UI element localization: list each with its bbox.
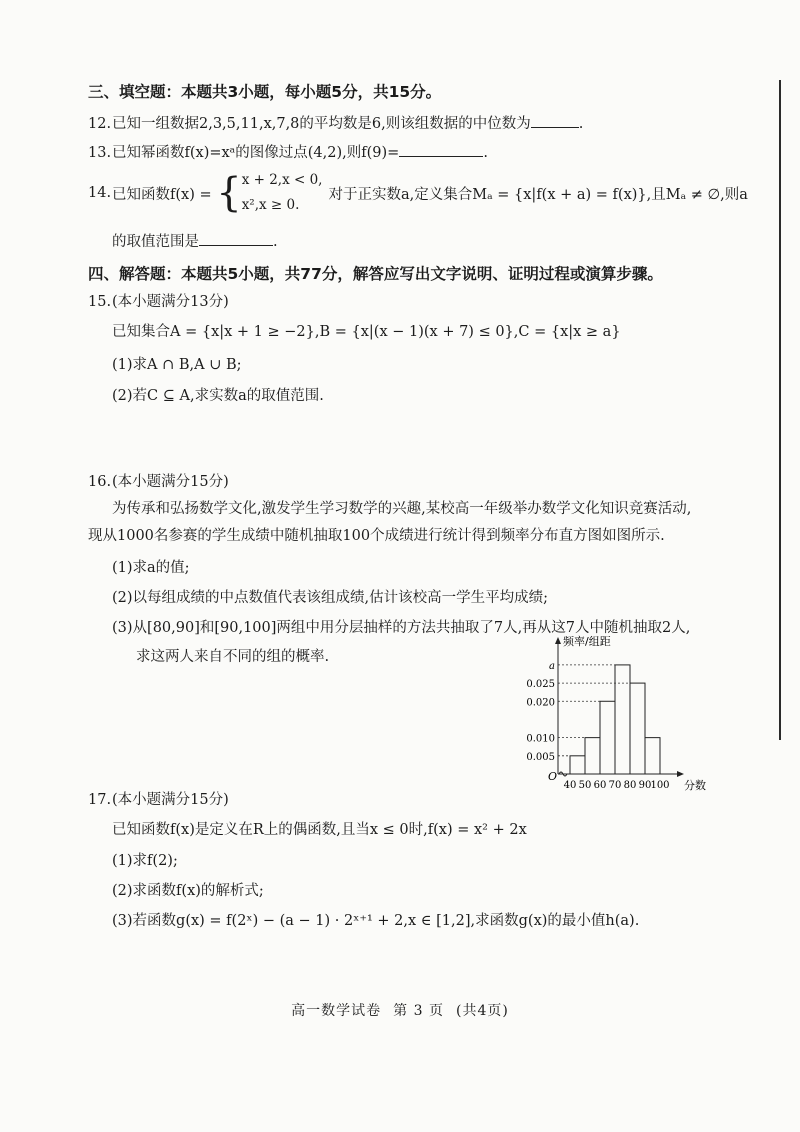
histogram-bar bbox=[645, 738, 660, 774]
question-16-part-2: (2)以每组成绩的中点数值代表该组成绩,估计该校高一学生平均成绩; bbox=[112, 590, 549, 606]
x-tick-label: 50 bbox=[578, 780, 592, 791]
period: . bbox=[273, 234, 278, 250]
footer-total: (共4页) bbox=[455, 1003, 509, 1019]
question-text: 已知一组数据2,3,5,11,x,7,8的平均数是6,则该组数据的中位数为 bbox=[112, 116, 531, 132]
histogram-bar bbox=[600, 701, 615, 774]
x-axis-arrow bbox=[677, 771, 684, 777]
x-tick-label: 80 bbox=[623, 780, 637, 791]
y-tick-label: 0.020 bbox=[526, 697, 555, 709]
function-def: 已知函数f(x) = bbox=[112, 186, 212, 203]
question-16-header bbox=[88, 470, 229, 491]
question-13 bbox=[88, 141, 488, 162]
question-points: (本小题满分15分) bbox=[112, 792, 229, 808]
period: . bbox=[483, 145, 488, 161]
question-number: 14. bbox=[88, 185, 112, 201]
question-17-header bbox=[88, 788, 229, 809]
histogram-bar bbox=[615, 665, 630, 774]
footer-subject: 高一数学试卷 bbox=[291, 1003, 382, 1019]
case-1: x + 2,x < 0, bbox=[241, 172, 323, 188]
origin-label: O bbox=[548, 770, 558, 783]
period: . bbox=[578, 116, 584, 132]
question-15-part-2: (2)若C ⊆ A,求实数a的取值范围. bbox=[112, 388, 324, 404]
x-tick-label: 90 bbox=[638, 780, 652, 791]
case-2: x²,x ≥ 0. bbox=[241, 197, 300, 213]
x-tick-label: 60 bbox=[593, 780, 607, 791]
question-12 bbox=[88, 112, 583, 133]
answer-blank[interactable] bbox=[199, 231, 273, 246]
footer-page: 第 3 页 bbox=[393, 1003, 444, 1019]
x-axis-label: 分数 bbox=[684, 779, 706, 792]
question-14-continued bbox=[112, 230, 278, 251]
question-17-part-3: (3)若函数g(x) = f(2ˣ) − (a − 1) · 2ˣ⁺¹ + 2,x ∈ [1,2],求函数g(x)的最小值h(a). bbox=[112, 913, 640, 929]
histogram-svg bbox=[520, 632, 720, 797]
question-15-header bbox=[88, 290, 229, 311]
page-edge-line bbox=[779, 80, 781, 740]
answer-blank[interactable] bbox=[399, 142, 483, 157]
histogram-bar bbox=[570, 756, 585, 774]
question-15-part-1: (1)求A ∩ B,A ∪ B; bbox=[112, 357, 242, 373]
x-tick-label: 100 bbox=[650, 780, 670, 791]
y-tick-label: 0.010 bbox=[526, 733, 555, 745]
piecewise-cases bbox=[242, 168, 323, 218]
question-number: 12. bbox=[88, 116, 112, 132]
question-16-part-3-cont: 求这两人来自不同的组的概率. bbox=[136, 649, 330, 665]
question-text: 的取值范围是 bbox=[112, 234, 199, 250]
question-15-stem: 已知集合A = {x|x + 1 ≥ −2},B = {x|(x − 1)(x + 7) ≤ 0},C = {x|x ≥ a} bbox=[112, 324, 621, 340]
question-points: (本小题满分13分) bbox=[112, 294, 229, 310]
x-tick-label: 70 bbox=[608, 780, 622, 791]
question-17-part-2: (2)求函数f(x)的解析式; bbox=[112, 883, 264, 899]
question-number: 16. bbox=[88, 474, 112, 490]
histogram-bar bbox=[630, 683, 645, 774]
question-number: 15. bbox=[88, 294, 112, 310]
y-tick-label: 0.005 bbox=[526, 751, 555, 763]
frequency-histogram bbox=[520, 632, 720, 801]
question-number: 17. bbox=[88, 792, 112, 808]
section-4-title: 四、解答题：本题共5小题，共77分，解答应写出文字说明、证明过程或演算步骤。 bbox=[88, 265, 663, 283]
question-text: 对于正实数a,定义集合Mₐ = {x|f(x + a) = f(x)},且Mₐ ≠ ∅,则a bbox=[328, 186, 748, 203]
question-points: (本小题满分15分) bbox=[112, 474, 229, 490]
question-17-stem: 已知函数f(x)是定义在R上的偶函数,且当x ≤ 0时,f(x) = x² + 2x bbox=[112, 822, 527, 838]
question-16-stem: 为传承和弘扬数学文化,激发学生学习数学的兴趣,某校高一年级举办数学文化知识竞赛活动,现从1000名参赛的学生成绩中随机抽取100个成绩进行统计得到频率分布直方图如图所示. bbox=[88, 501, 692, 544]
question-number: 13. bbox=[88, 145, 112, 161]
y-tick-label: a bbox=[549, 660, 555, 672]
question-text: 已知幂函数f(x)=xᵃ的图像过点(4,2),则f(9)= bbox=[112, 145, 400, 161]
y-axis-label: 频率/组距 bbox=[563, 635, 611, 648]
question-16-part-1: (1)求a的值; bbox=[112, 560, 190, 576]
page-footer bbox=[0, 1000, 800, 1020]
y-tick-label: 0.025 bbox=[526, 679, 555, 691]
x-tick-label: 40 bbox=[563, 780, 577, 791]
answer-blank[interactable] bbox=[531, 113, 579, 128]
brace-symbol: { bbox=[216, 170, 242, 216]
question-16-part-3: (3)从[80,90]和[90,100]两组中用分层抽样的方法共抽取了7人,再从这7人中随机抽取2人, bbox=[112, 620, 691, 636]
section-3-title: 三、填空题：本题共3小题，每小题5分，共15分。 bbox=[88, 83, 442, 101]
histogram-bar bbox=[585, 738, 600, 774]
question-14 bbox=[88, 168, 748, 218]
question-17-part-1: (1)求f(2); bbox=[112, 853, 178, 869]
y-axis-arrow bbox=[555, 637, 561, 644]
